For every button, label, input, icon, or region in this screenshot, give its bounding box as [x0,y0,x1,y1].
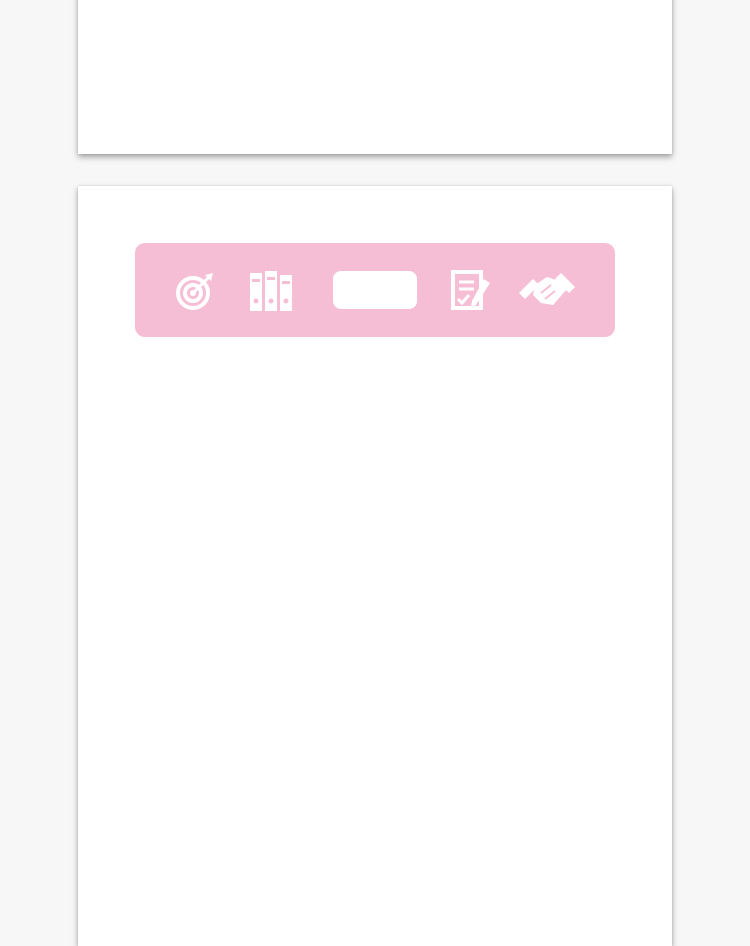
contents-banner [135,243,615,337]
contents-title [333,271,417,309]
previous-page [78,0,672,154]
binders-icon [248,269,294,313]
target-icon [175,271,215,311]
contents-page [78,186,672,946]
checklist-icon [450,269,494,313]
handshake-icon [517,267,579,315]
